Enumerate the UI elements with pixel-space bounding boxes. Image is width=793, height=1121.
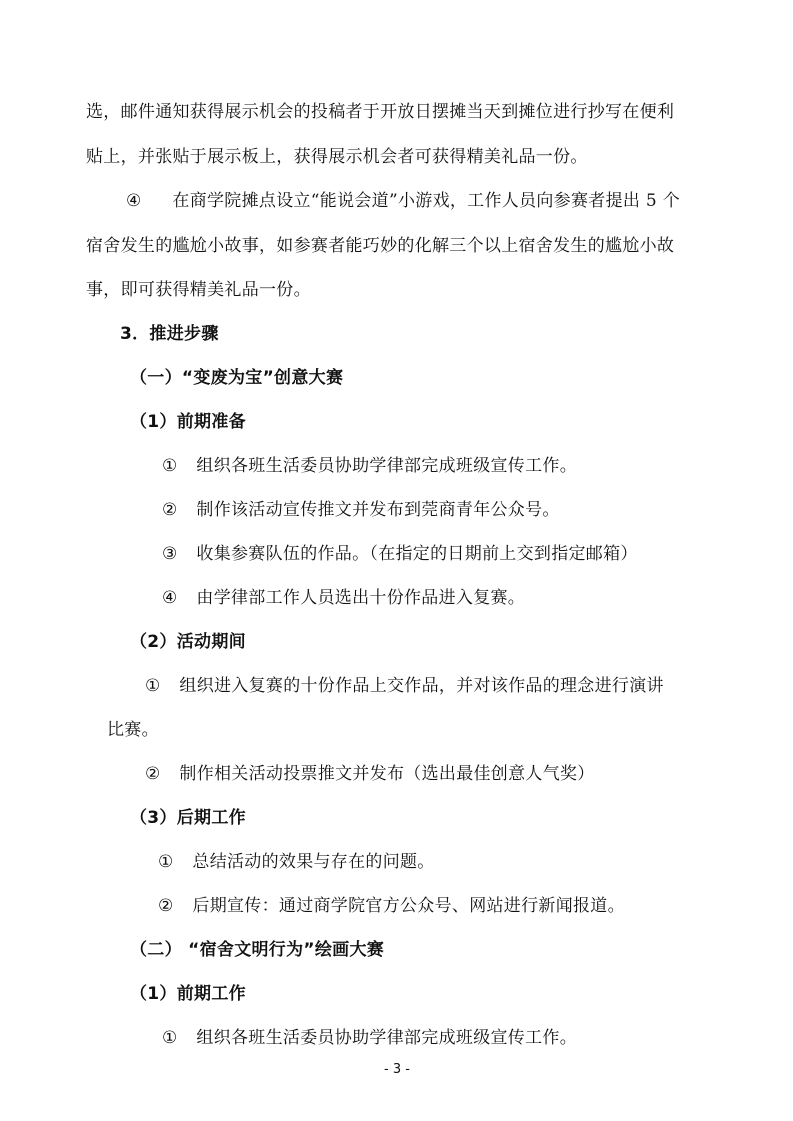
item-text: 组织各班生活委员协助学律部完成班级宣传工作。 [196,1028,577,1048]
subsection-heading: （二） “宿舍文明行为”绘画大赛 [130,940,385,960]
item-marker: ① [162,456,178,476]
item-text: 总结活动的效果与存在的问题。 [192,852,435,872]
sub-heading: （3）后期工作 [130,808,246,828]
list-item [162,499,560,521]
list-item [126,190,680,212]
item-marker: ① [162,1028,178,1048]
paragraph-line: 选，邮件通知获得展示机会的投稿者于开放日摆摊当天到摊位进行抄写在便利 [86,102,675,122]
item-text: 在商学院摊点设立“能说会道”小游戏，工作人员向参赛者提出 5 个 [172,191,680,211]
list-item [145,675,664,697]
item-text: 组织各班生活委员协助学律部完成班级宣传工作。 [196,456,577,476]
item-marker: ① [158,852,174,872]
paragraph-line: 宿舍发生的尴尬小故事，如参赛者能巧妙的化解三个以上宿舍发生的尴尬小故 [86,236,675,256]
item-marker: ② [162,500,178,520]
item-marker: ④ [162,588,178,608]
paragraph-line: 比赛。 [107,720,159,740]
item-text: 组织进入复赛的十份作品上交作品，并对该作品的理念进行演讲 [179,676,664,696]
item-text: 收集参赛队伍的作品。（在指定的日期前上交到指定邮箱） [196,544,638,564]
item-marker: ③ [162,544,178,564]
item-text: 后期宣传：通过商学院官方公众号、网站进行新闻报道。 [192,896,625,916]
sub-heading: （1）前期准备 [130,412,246,432]
item-marker: ② [158,896,174,916]
list-item [145,763,595,785]
item-marker: ④ [126,191,142,211]
list-item [162,455,577,477]
item-marker: ① [145,676,161,696]
subsection-heading: （一）“变废为宝”创意大赛 [130,368,344,388]
item-marker: ② [145,764,161,784]
list-item [162,1027,577,1049]
list-item [158,895,625,917]
sub-heading: （1）前期工作 [130,984,246,1004]
sub-heading: （2）活动期间 [130,632,246,652]
paragraph-line: 事，即可获得精美礼品一份。 [86,280,311,300]
section-heading: 3．推进步骤 [120,324,219,344]
item-text: 制作相关活动投票推文并发布（选出最佳创意人气奖） [179,764,595,784]
list-item [158,851,435,873]
item-text: 制作该活动宣传推文并发布到莞商青年公众号。 [196,500,560,520]
page-number: - 3 - [384,1062,410,1077]
item-text: 由学律部工作人员选出十份作品进入复赛。 [196,588,526,608]
list-item [162,587,525,609]
paragraph-line: 贴上，并张贴于展示板上，获得展示机会者可获得精美礼品一份。 [86,147,588,167]
list-item [162,543,638,565]
